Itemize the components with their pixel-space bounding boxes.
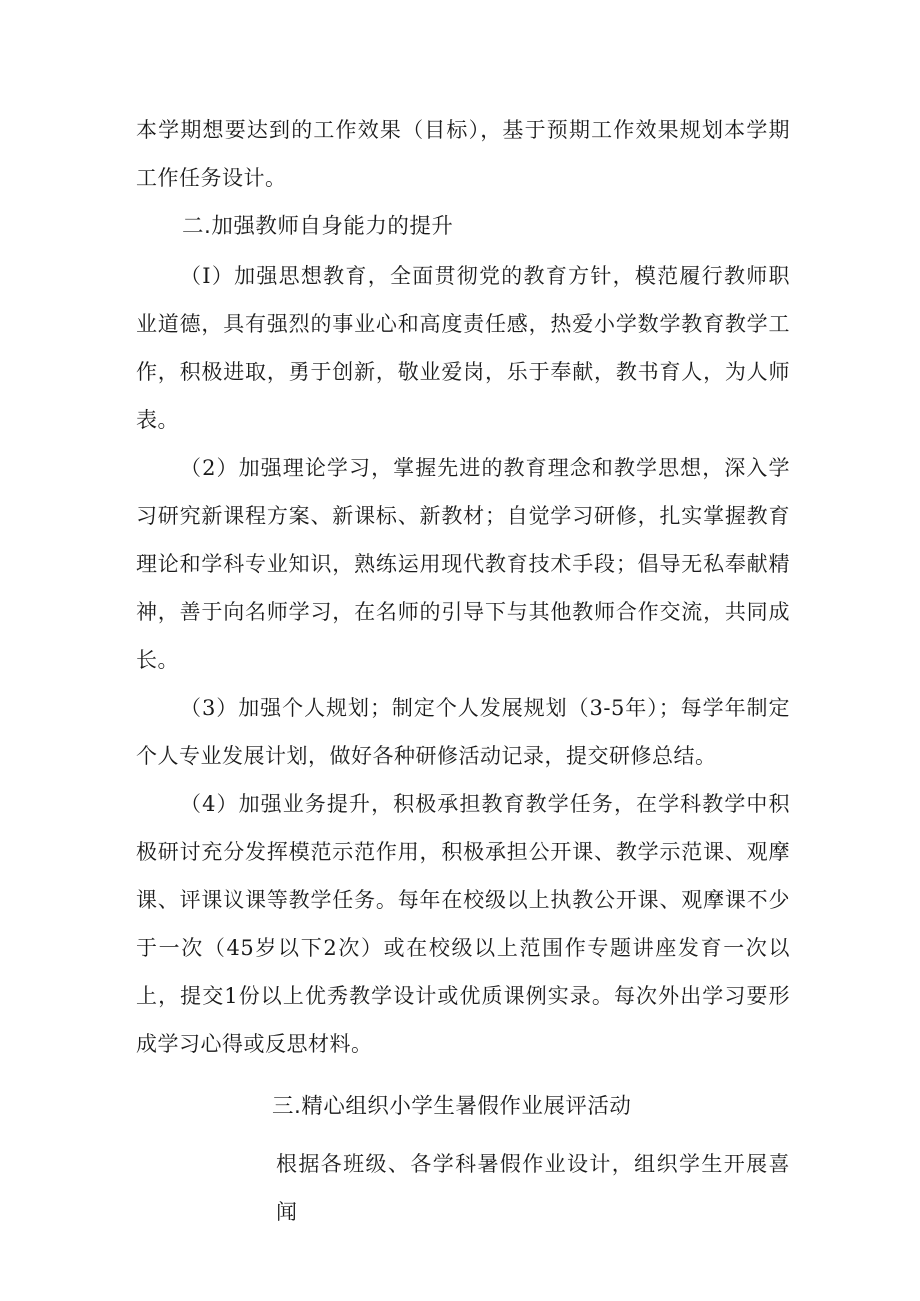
section-2-item-3: （3）加强个人规划；制定个人发展规划（3-5年）；每学年制定个人专业发展计划，做好各种研修活动记录，提交研修总结。 — [136, 696, 790, 768]
section-2-heading: 二.加强教师自身能力的提升 — [182, 214, 454, 239]
section-3-paragraph: 根据各班级、各学科暑假作业设计，组织学生开展喜闻 — [276, 1152, 790, 1224]
section-2-item-1: （I）加强思想教育，全面贯彻党的教育方针，模范履行教师职业道德，具有强烈的事业心和高度责任感，热爱小学数学教育教学工作，积极进取，勇于创新，敬业爱岗，乐于奉献，教书育人，为人师表。 — [136, 264, 790, 432]
intro-paragraph: 本学期想要达到的工作效果（目标），基于预期工作效果规划本学期工作任务设计。 — [136, 118, 790, 190]
section-3-heading: 三.精心组织小学生暑假作业展评活动 — [272, 1094, 632, 1119]
section-2-item-4: （4）加强业务提升，积极承担教育教学任务，在学科教学中积极研讨充分发挥模范示范作用，积极承担公开课、教学示范课、观摩课、评课议课等教学任务。每年在校级以上执教公开课、观摩课不少于一次（45岁以下2次）或在校级以上范围作专题讲座发育一次以上，提交1份以上优秀教学设计或优质课例实录。每次外出学习要形成学习心得或反思材料。 — [136, 792, 790, 1056]
section-2-item-2: （2）加强理论学习，掌握先进的教育理念和教学思想，深入学习研究新课程方案、新课标、新教材；自觉学习研修，扎实掌握教育理论和学科专业知识，熟练运用现代教育技术手段；倡导无私奉献精神，善于向名师学习，在名师的引导下与其他教师合作交流，共同成长。 — [136, 456, 790, 672]
